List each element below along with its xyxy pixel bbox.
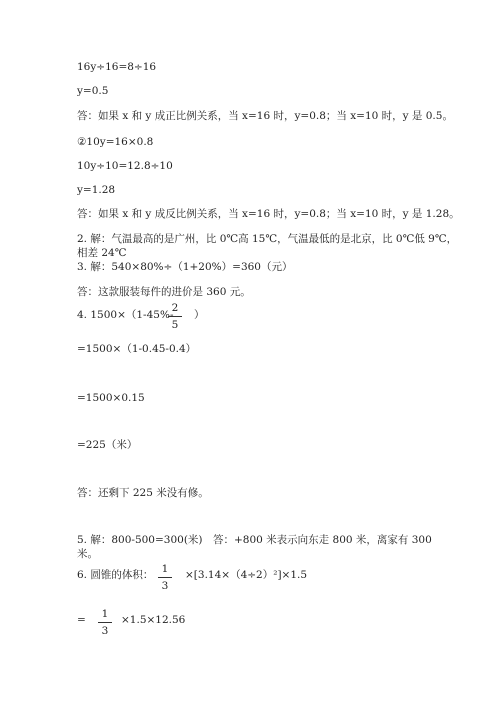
problem-6-line-end: ×[3.14×（4÷2）²]×1.5 [185, 569, 308, 581]
problem-5-continuation: 米。 [77, 548, 98, 560]
problem-4-line-end: ） [194, 309, 205, 321]
fraction-numerator: 2 [171, 302, 179, 314]
fraction-denominator: 5 [171, 319, 179, 331]
problem-2-line: 2. 解：气温最高的是广州，比 0℃高 15℃，气温最低的是北京，比 0℃低 9℃， [77, 233, 458, 245]
equation-line: ②10y=16×0.8 [77, 136, 154, 148]
equation-line: =1500×0.15 [77, 392, 145, 404]
fraction-one-third [98, 608, 112, 637]
fraction-denominator: 3 [161, 580, 169, 592]
answer-line: 答：还剩下 225 米没有修。 [77, 487, 209, 499]
answer-line: 答：如果 x 和 y 成正比例关系，当 x=16 时，y=0.8；当 x=10 时，y 是 0.5。 [77, 110, 453, 122]
answer-line: 答：如果 x 和 y 成反比例关系，当 x=16 时，y=0.8；当 x=10 时，y 是 1.28。 [77, 208, 460, 220]
fraction-one-third [158, 563, 172, 592]
fraction-numerator: 1 [101, 608, 109, 620]
fraction-denominator: 3 [101, 625, 109, 637]
fraction-numerator: 1 [161, 563, 169, 575]
equation-line: y=1.28 [77, 184, 116, 196]
fraction-bar [98, 622, 112, 623]
fraction-two-fifths [168, 302, 182, 331]
equation-line: =1500×（1-0.45-0.4） [77, 343, 197, 355]
equation-line-start: = [77, 614, 86, 626]
equation-line: =225（米） [77, 439, 138, 451]
equation-line: 10y÷10=12.8÷10 [77, 160, 173, 172]
fraction-bar [158, 577, 172, 578]
answer-line: 答：这款服装每件的进价是 360 元。 [77, 286, 251, 298]
equation-line: 16y÷16=8÷16 [77, 61, 157, 73]
problem-5-answer: 答：+800 米表示向东走 800 米，离家有 300 [213, 534, 432, 546]
equation-line-end: ×1.5×12.56 [121, 614, 186, 626]
problem-6-line-start: 6. 圆锥的体积： [77, 569, 154, 581]
equation-line: y=0.5 [77, 85, 109, 97]
fraction-bar [168, 316, 182, 317]
problem-2-continuation: 相差 24℃ [77, 247, 127, 259]
problem-3-line: 3. 解：540×80%÷（1+20%）=360（元） [77, 261, 293, 273]
problem-5-line: 5. 解：800-500=300(米) [77, 534, 203, 546]
problem-4-line-start: 4. 1500×（1-45%- [77, 309, 174, 321]
